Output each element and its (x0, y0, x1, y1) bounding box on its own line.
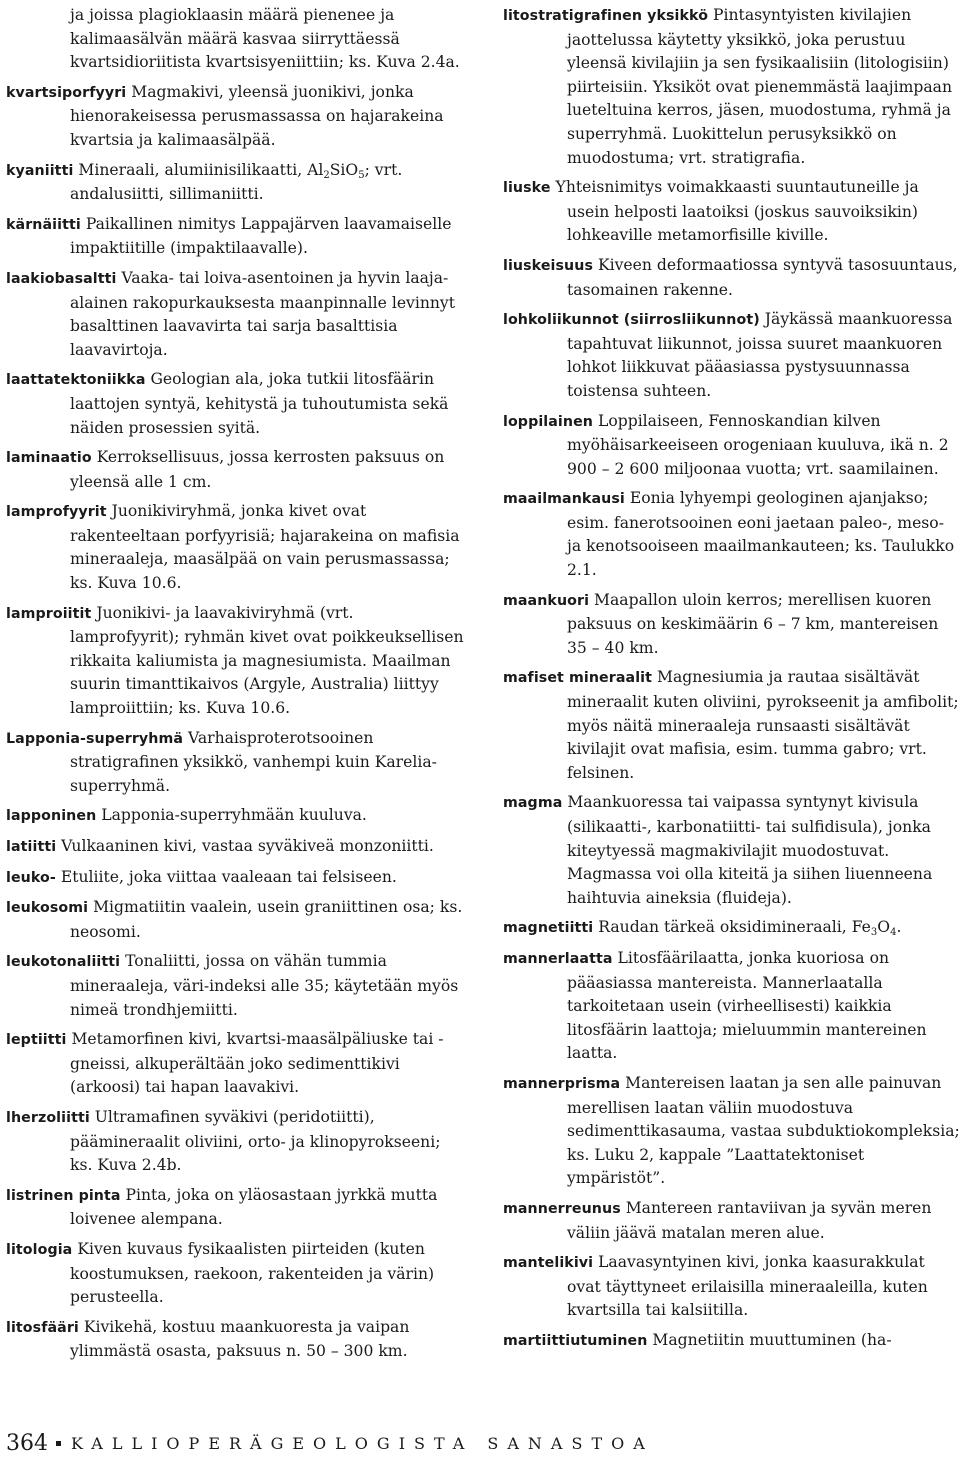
entry-term: loppilainen (503, 413, 594, 430)
entry-definition: Magnesiumia ja rautaa sisältävät mineraalit kuten oliviini, pyrokseenit ja amfibolit; myös näitä mineraaleja runsaasti sisältävät kivilajit ovat mafisia, esim. tumma gabro; vrt. felsinen. (567, 668, 959, 782)
entry-definition: Etuliite, joka viittaa vaaleaan tai felsiseen. (60, 867, 397, 886)
glossary-entry-liuskeisuus (503, 254, 960, 302)
glossary-entry-leuko (6, 866, 466, 891)
entry-definition: Kivikehä, kostuu maankuoresta ja vaipan ylimmästä osasta, paksuus n. 50 – 300 km. (70, 1317, 410, 1361)
entry-term: listrinen pinta (6, 1187, 121, 1204)
entry-definition: Vulkaaninen kivi, vastaa syväkiveä monzoniitti. (61, 837, 434, 855)
glossary-entry-lohkoliikunnot (503, 308, 960, 403)
entry-term: Lapponia-superryhmä (6, 730, 184, 747)
entry-definition: Jäykässä maankuoressa tapahtuvat liikunnot, joissa suuret maankuoren lohkot liikkuvat pääasiassa pystysuunnassa toistensa suhteen. (567, 310, 953, 400)
entry-term: leuko- (6, 869, 56, 886)
entry-definition: Juonikivi- ja laavakiviryhmä (vrt. lamprofyyrit); ryhmän kivet ovat poikkeuksellisen rikkaita kaliumista ja magnesiumista. Maailman suurin timanttikaivos (Argyle, Australia) liittyy lamproiittiin; ks. Kuva 10.6. (70, 603, 464, 718)
glossary-entry-litologia (6, 1238, 466, 1310)
entry-definition: Maapallon uloin kerros; merellisen kuoren paksuus on keskimäärin 6 – 7 km, mantereisen 35 – 40 km. (567, 590, 939, 657)
glossary-entry-lapponia-superryhma (6, 727, 466, 799)
entry-term: mantelikivi (503, 1255, 594, 1272)
entry-term: lherzoliitti (6, 1109, 90, 1126)
page-footer (6, 1428, 654, 1458)
entry-term: magnetiitti (503, 920, 594, 937)
entry-definition: Varhaisproterotsooinen stratigrafinen yksikkö, vanhempi kuin Karelia-superryhmä. (70, 728, 437, 795)
entry-term: martiittiutuminen (503, 1332, 648, 1349)
entry-term: mannerlaatta (503, 950, 613, 967)
formula-subscript: 3 (870, 927, 878, 939)
entry-definition-part: Raudan tärkeä oksidimineraali, Fe (598, 918, 871, 937)
glossary-entry-mannerprisma (503, 1072, 960, 1191)
glossary-entry-maankuori (503, 589, 960, 661)
glossary-entry-mannerlaatta (503, 947, 960, 1066)
glossary-entry-mantelikivi (503, 1251, 960, 1323)
entry-definition-part: O (877, 918, 891, 937)
entry-definition-part: Mineraali, alumiinisilikaatti, Al (78, 160, 324, 179)
entry-term: laattatektoniikka (6, 372, 146, 389)
entry-definition: Magnetiitin muuttuminen (ha- (652, 1330, 892, 1349)
glossary-entry-magnetiitti (503, 916, 960, 941)
glossary-entry-laminaatio (6, 446, 466, 494)
separator-dot (56, 1441, 61, 1446)
entry-term: lamproiitit (6, 605, 92, 622)
continued-entry-text: ja joissa plagioklaasin määrä pienenee ja kalimaasälvän määrä kasvaa siirryttäessä kvartsidioriitista kvartsisyeniittiin; ks. Kuva 2.4a. (70, 6, 460, 72)
glossary-entry-lherzoliitti (6, 1106, 466, 1178)
entry-definition: Kiven kuvaus fysikaalisten piirteiden (kuten koostumuksen, raekoon, rakenteiden ja värin) perusteella. (70, 1239, 435, 1307)
glossary-entry-lamprofyyrit (6, 500, 466, 595)
entry-definition: Yhteisnimitys voimakkaasti suuntautuneille ja usein helposti laatoiksi (joskus sauvoiksikin) lohkeaville metamorfisille kiville. (555, 178, 919, 245)
glossary-entry-mannerreunus (503, 1197, 960, 1245)
entry-definition: Magmakivi, yleensä juonikivi, jonka hienorakeisessa perusmassassa on hajarakeina kvartsia ja kalimaasälpää. (70, 82, 444, 149)
entry-definition: Tonaliitti, jossa on vähän tummia mineraaleja, väri-indeksi alle 35; käytetään myös nimeä trondhjemiitti. (70, 952, 459, 1019)
entry-term: liuskeisuus (503, 257, 594, 274)
entry-term: latiitti (6, 839, 57, 855)
entry-term: lapponinen (6, 808, 97, 825)
right-column (503, 4, 960, 1359)
entry-term: laminaatio (6, 450, 92, 467)
entry-definition: Pintasyntyisten kivilajien jaottelussa käytetty yksikkö, joka perustuu yleensä kivilajiin ja sen fysikaalisiin (litologisiin) piirteisiin. Yksiköt ovat pienemmästä laajimpaan lueteltuina kerros, jäsen, muodostuma, ryhmä ja superryhmä. Luokittelun perusyksikkö on muodostuma; vrt. stratigrafia. (567, 6, 953, 167)
glossary-entry-litosfaari (6, 1316, 466, 1364)
glossary-entry-listrinen-pinta (6, 1184, 466, 1232)
glossary-entry-laattatektoniikka (6, 368, 466, 440)
entry-definition: Juonikiviryhmä, jonka kivet ovat rakenteeltaan porfyyrisiä; hajarakeina on mafisia mineraaleja, maasälpää on vain perusmassassa; ks. Kuva 10.6. (70, 502, 460, 593)
glossary-entry-leukotonaliitti (6, 950, 466, 1022)
entry-term: laakiobasaltti (6, 270, 117, 287)
glossary-entry-leukosomi (6, 896, 466, 944)
entry-definition: Vaaka- tai loiva-asentoinen ja hyvin laaja-alainen rakopurkauksesta maanpinnalle levinnyt basalttinen laavavirta tai sarja basalttisia laavavirtoja. (70, 268, 456, 359)
entry-definition: Lapponia-superryhmään kuuluva. (101, 806, 367, 825)
entry-term: liuske (503, 180, 551, 197)
glossary-entry-karnaiitti (6, 213, 466, 261)
entry-definition-part: ; vrt. andalusiitti, sillimaniitti. (70, 160, 403, 204)
entry-definition: Paikallinen nimitys Lappajärven laavamaiselle impaktiitille (impaktilaavalle). (70, 214, 452, 258)
glossary-entry-kyaniitti (6, 159, 466, 207)
glossary-entry-magma (503, 791, 960, 910)
entry-term: leukosomi (6, 900, 89, 917)
entry-definition-part: SiO (329, 160, 359, 179)
entry-term: litostratigrafinen yksikkö (503, 8, 709, 24)
entry-term: litologia (6, 1241, 73, 1258)
entry-term: leptiitti (6, 1032, 67, 1049)
entry-definition: Mantereen rantaviivan ja syvän meren väliin jäävä matalan meren alue. (567, 1198, 932, 1242)
glossary-entry-lapponinen (6, 804, 466, 829)
glossary-entry-loppilainen (503, 410, 960, 482)
entry-term: lamprofyyrit (6, 504, 107, 521)
entry-term: maailmankausi (503, 491, 625, 508)
glossary-entry-maailmankausi (503, 487, 960, 582)
entry-term: leukotonaliitti (6, 954, 121, 971)
glossary-entry-leptiitti (6, 1028, 466, 1100)
glossary-entry-lamproiitit (6, 602, 466, 721)
entry-term: kyaniitti (6, 162, 74, 179)
entry-definition: Metamorfinen kivi, kvartsi-maasälpäliuske tai -gneissi, alkuperältään joko sedimenttikivi (arkoosi) tai hapan laavakivi. (70, 1030, 444, 1097)
glossary-entry-kvartsiporfyyri (6, 81, 466, 153)
left-column (6, 4, 466, 1370)
entry-definition: Eonia lyhyempi geologinen ajanjakso; esim. fanerotsooinen eoni jaetaan paleo-, meso- ja kenotsooiseen maailmankauteen; ks. Taulukko 2.1. (567, 489, 955, 580)
glossary-entry-latiitti (6, 835, 466, 860)
glossary-entry-laakiobasaltti (6, 267, 466, 362)
formula-subscript: 4 (890, 927, 897, 939)
glossary-entry-martiittiutuminen (503, 1329, 960, 1354)
entry-term: mannerreunus (503, 1200, 621, 1217)
page-number: 364 (6, 1430, 48, 1456)
entry-definition: Litosfäärilaatta, jonka kuoriosa on pääasiassa mantereista. Mannerlaatalla tarkoitetaan usein (virheellisesti) kaikkia litosfäärin laattoja; mieluummin mantereinen laatta. (567, 948, 927, 1063)
entry-definition: Ultramafinen syväkivi (peridotiitti), päämineraalit oliviini, orto- ja klinopyrokseeni; ks. Kuva 2.4b. (70, 1107, 441, 1175)
entry-term: mafiset mineraalit (503, 670, 653, 687)
entry-term: mannerprisma (503, 1075, 621, 1092)
entry-term: kärnäiitti (6, 216, 81, 233)
entry-definition: Mantereisen laatan ja sen alle painuvan merellisen laatan väliin muodostuva sedimenttikasauma, vastaa subduktiokompleksia; ks. Luku 2, kappale ”Laattatektoniset ympäristöt”. (567, 1073, 960, 1188)
glossary-entry-liuske (503, 176, 960, 248)
entry-definition: Kiveen deformaatiossa syntyvä tasosuuntaus, tasomainen rakenne. (567, 255, 958, 299)
entry-term: lohkoliikunnot (siirrosliikunnot) (503, 312, 760, 329)
entry-definition-part: . (896, 918, 902, 937)
formula-subscript: 5 (358, 169, 365, 181)
formula-subscript: 2 (323, 169, 330, 181)
entry-definition: Laavasyntyinen kivi, jonka kaasurakkulat ovat täyttyneet erilaisilla mineraaleilla, kuten kvartsilla tai kalsiitilla. (567, 1253, 928, 1320)
entry-definition: Geologian ala, joka tutkii litosfäärin laattojen syntyä, kehitystä ja tuhoutumista sekä näiden prosessien syitä. (70, 370, 449, 437)
entry-definition: Loppilaiseen, Fennoskandian kilven myöhäisarkeeiseen orogeniaan kuuluva, ikä n. 2 900 – 2 600 miljoonaa vuotta; vrt. saamilainen. (567, 411, 949, 478)
glossary-entry-mafiset-mineraalit (503, 666, 960, 785)
entry-term: litosfääri (6, 1319, 79, 1336)
running-title: KALLIOPERÄGEOLOGISTA SANASTOA (71, 1433, 654, 1453)
entry-definition: Migmatiitin vaalein, usein graniittinen osa; ks. neosomi. (70, 898, 463, 941)
entry-term: maankuori (503, 592, 590, 609)
entry-definition: Kerroksellisuus, jossa kerrosten paksuus on yleensä alle 1 cm. (70, 448, 445, 491)
entry-term: kvartsiporfyyri (6, 84, 127, 101)
entry-term: magma (503, 795, 563, 812)
entry-definition: Pinta, joka on yläosastaan jyrkkä mutta loivenee alempana. (70, 1185, 438, 1229)
glossary-entry-litostratigrafinen-yksikko (503, 4, 960, 170)
entry-definition: Maankuoressa tai vaipassa syntynyt kivisula (silikaatti-, karbonatiitti- tai sulfidisula), jonka kiteytyessä magmakivilajit muodostuvat. Magmassa voi olla kiteitä ja siihen liuenneena haihtuvia aineksia (fluideja). (567, 793, 933, 907)
